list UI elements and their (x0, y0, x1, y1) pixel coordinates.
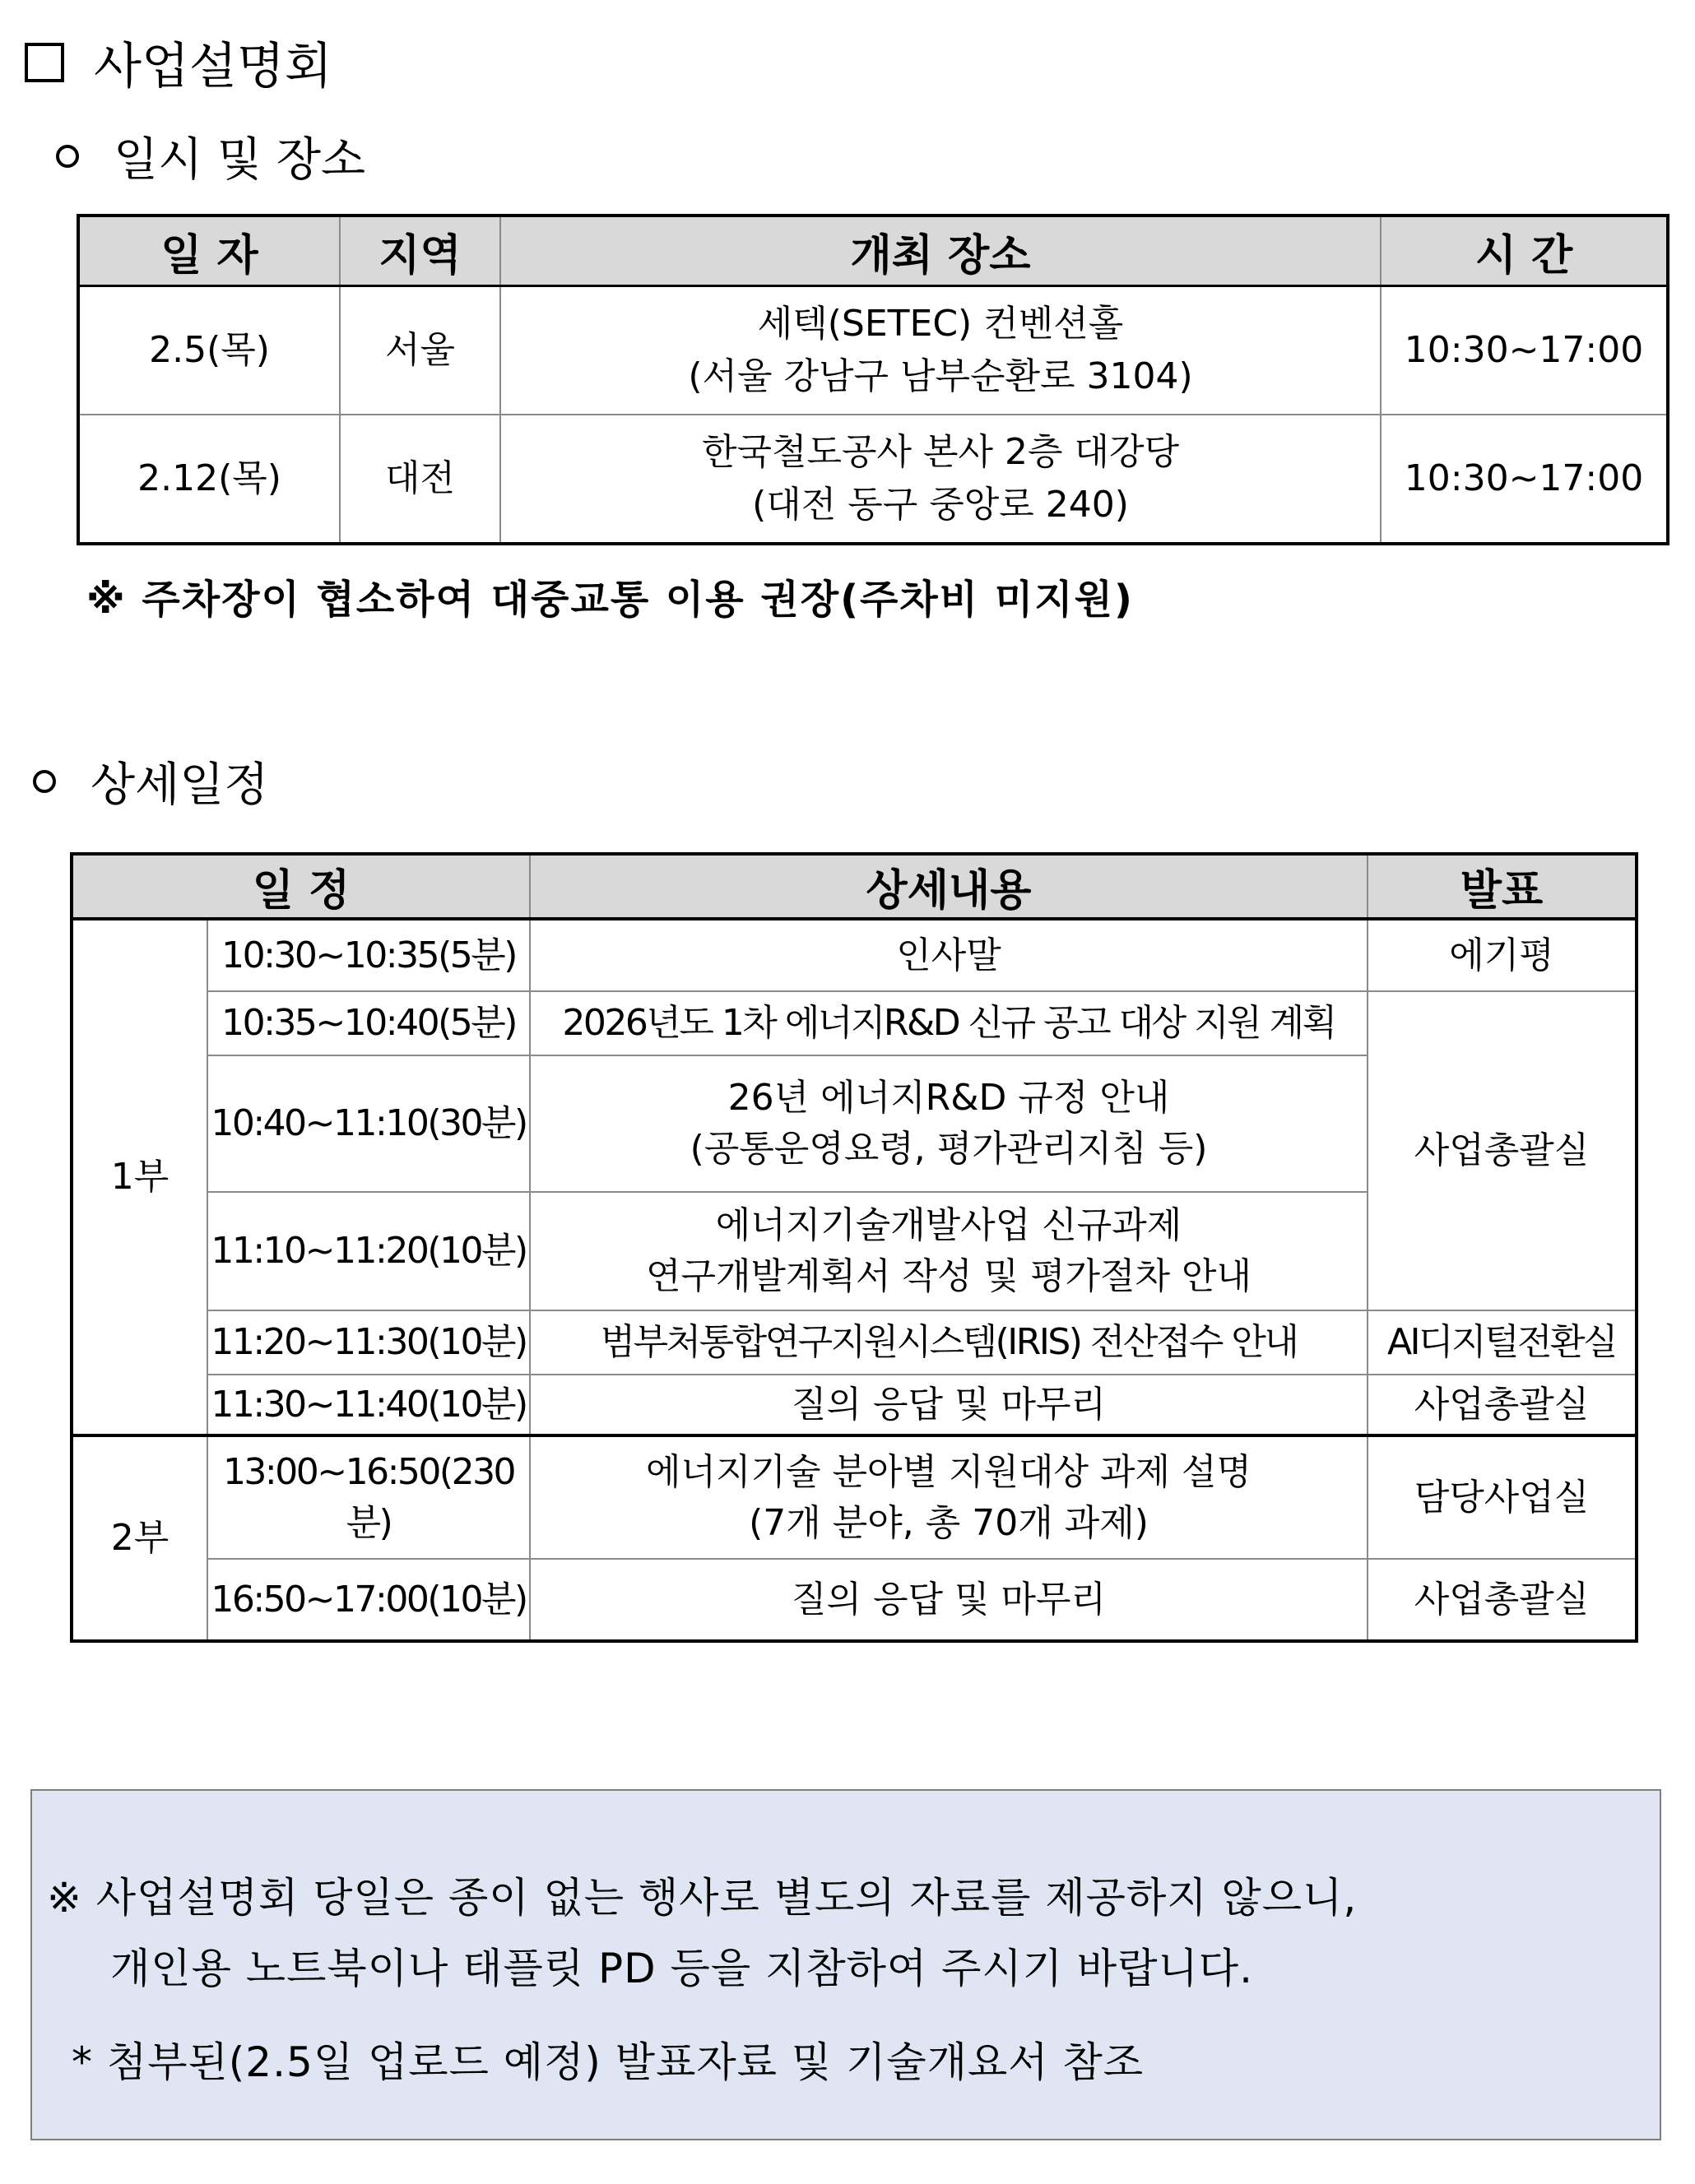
col-presenter: 발표 (1368, 854, 1637, 919)
place-address: (서울 강남구 남부순환로 3104) (688, 355, 1193, 397)
content-cell: 인사말 (530, 919, 1368, 991)
part-2-cell: 2부 (72, 1435, 207, 1641)
col-schedule: 일 정 (72, 854, 530, 919)
content-cell: 2026년도 1차 에너지R&D 신규 공고 대상 지원 계획 (530, 991, 1368, 1055)
region-cell: 서울 (340, 286, 500, 415)
content-line-1: 에너지기술 분아별 지원대상 과제 설명 (646, 1450, 1252, 1493)
time-cell: 10:35~10:40(5분) (207, 991, 530, 1055)
time-cell: 16:50~17:00(10분) (207, 1559, 530, 1641)
content-line-2: (공통운영요령, 평가관리지침 등) (690, 1128, 1208, 1170)
presenter-cell: AI디지털전환실 (1368, 1310, 1637, 1375)
content-line-1: 26년 에너지R&D 규정 안내 (727, 1077, 1170, 1119)
table-row (72, 1435, 1637, 1559)
time-cell: 13:00~16:50(230분) (207, 1435, 530, 1559)
checkbox-square-icon (25, 43, 64, 82)
presenter-cell: 에기평 (1368, 919, 1637, 991)
content-cell: 질의 응답 및 마무리 (530, 1375, 1368, 1435)
parking-note: ※ 주차장이 협소하여 대중교통 이용 권장(주차비 미지원) (86, 577, 1134, 623)
time-cell: 11:10~11:20(10분) (207, 1192, 530, 1310)
place-cell (500, 415, 1381, 544)
col-region: 지역 (340, 216, 500, 286)
place-cell (500, 286, 1381, 415)
table-row (72, 991, 1637, 1055)
info-box (30, 1789, 1661, 2140)
time-cell: 10:40~11:10(30분) (207, 1055, 530, 1192)
circle-bullet-icon (56, 145, 79, 168)
time-cell: 10:30~17:00 (1381, 415, 1668, 544)
content-cell (530, 1435, 1368, 1559)
venue-heading-text: 일시 및 장소 (114, 133, 366, 187)
content-cell: 질의 응답 및 마무리 (530, 1559, 1368, 1641)
info-line-1: ※ 사업설명회 당일은 종이 없는 행사로 별도의 자료를 제공하지 않으니, (47, 1874, 1358, 1922)
content-cell (530, 1192, 1368, 1310)
place-address: (대전 동구 중앙로 240) (752, 484, 1129, 526)
time-cell: 10:30~10:35(5분) (207, 919, 530, 991)
schedule-table-header (72, 854, 1637, 919)
place-name: 세텍(SETEC) 컨벤션홀 (757, 303, 1124, 345)
venue-table (77, 214, 1669, 545)
schedule-heading (33, 749, 268, 814)
presenter-cell: 사업총괄실 (1368, 1559, 1637, 1641)
col-place: 개최 장소 (500, 216, 1381, 286)
presenter-cell: 사업총괄실 (1368, 991, 1637, 1310)
presenter-cell: 담당사업실 (1368, 1435, 1637, 1559)
date-cell: 2.5(목) (78, 286, 340, 415)
table-row (72, 1559, 1637, 1641)
content-line-1: 에너지기술개발사업 신규과제 (715, 1204, 1182, 1246)
section-title-text: 사업설명회 (94, 38, 332, 95)
schedule-table (70, 852, 1638, 1643)
date-cell: 2.12(목) (78, 415, 340, 544)
info-line-3: * 첨부된(2.5일 업로드 예정) 발표자료 및 기술개요서 참조 (72, 2038, 1145, 2086)
col-content: 상세내용 (530, 854, 1368, 919)
venue-heading (56, 123, 365, 189)
content-cell (530, 1055, 1368, 1192)
region-cell: 대전 (340, 415, 500, 544)
info-line-2: 개인용 노트북이나 태플릿 PD 등을 지참하여 주시기 바랍니다. (110, 1945, 1253, 1992)
col-date: 일 자 (78, 216, 340, 286)
table-row (72, 919, 1637, 991)
part-1-cell: 1부 (72, 919, 207, 1435)
content-cell: 범부처통합연구지원시스템(IRIS) 전산접수 안내 (530, 1310, 1368, 1375)
table-row (78, 286, 1668, 415)
time-cell: 11:20~11:30(10분) (207, 1310, 530, 1375)
col-time: 시 간 (1381, 216, 1668, 286)
circle-bullet-icon (33, 770, 56, 793)
section-title (25, 30, 332, 95)
content-line-2: (7개 분야, 총 70개 과제) (749, 1501, 1149, 1544)
table-row (72, 1375, 1637, 1435)
time-cell: 11:30~11:40(10분) (207, 1375, 530, 1435)
place-name: 한국철도공사 본사 2층 대강당 (702, 431, 1179, 473)
table-row (72, 1310, 1637, 1375)
presenter-cell: 사업총괄실 (1368, 1375, 1637, 1435)
venue-table-header (78, 216, 1668, 286)
table-row (78, 415, 1668, 544)
time-cell: 10:30~17:00 (1381, 286, 1668, 415)
schedule-heading-text: 상세일정 (91, 758, 269, 812)
content-line-2: 연구개발계획서 작성 및 평가절차 안내 (646, 1255, 1252, 1297)
